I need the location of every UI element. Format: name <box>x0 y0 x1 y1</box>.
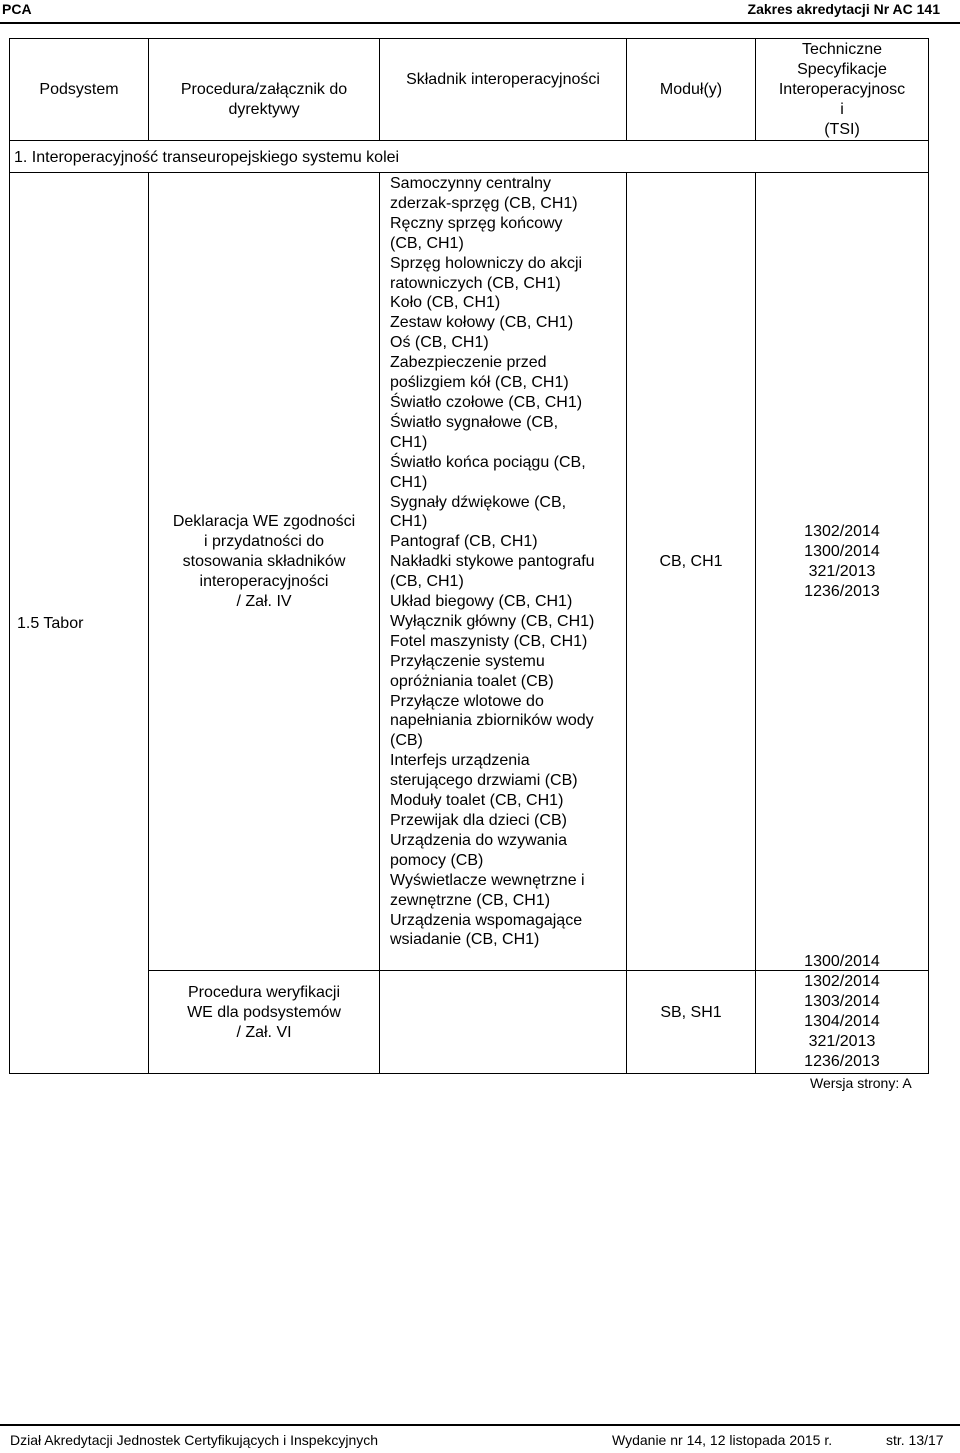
list-item: Układ biegowy (CB, CH1) <box>390 593 573 611</box>
list-item: Moduły toalet (CB, CH1) <box>390 792 564 810</box>
list-item: Oś (CB, CH1) <box>390 334 489 352</box>
column-header-modules: Moduł(y) <box>659 81 723 98</box>
list-item: Sygnały dźwiękowe (CB, <box>390 493 567 511</box>
list-item: opróżniania toalet (CB) <box>390 672 554 690</box>
header-left: PCA <box>2 1 32 17</box>
tsi-list-declaration: 1302/2014 1300/2014 321/2013 1236/2013 <box>804 523 880 600</box>
list-item: Interfejs urządzenia <box>390 752 530 770</box>
procedure-declaration: Deklaracja WE zgodności i przydatności do stosowania składników interoperacyjności / Zał. IV <box>172 513 356 610</box>
list-item: Przyłącze wlotowe do <box>390 692 544 710</box>
list-item: CH1) <box>390 513 428 531</box>
list-item: CH1) <box>390 433 428 451</box>
list-item: zderzak-sprzęg (CB, CH1) <box>390 194 578 212</box>
list-item: CH1) <box>390 473 428 491</box>
list-item: Zabezpieczenie przed <box>390 354 547 372</box>
list-item: (CB) <box>390 732 423 750</box>
list-item: Światło sygnałowe (CB, <box>390 413 559 431</box>
page-footer <box>0 1424 960 1453</box>
list-item: Urządzenia do wzywania <box>390 831 567 849</box>
list-item: poślizgiem kół (CB, CH1) <box>390 374 569 392</box>
list-item: Samoczynny centralny <box>390 175 551 192</box>
footer-left: Dział Akredytacji Jednostek Certyfikujących i Inspekcyjnych <box>10 1432 379 1448</box>
list-item: Pantograf (CB, CH1) <box>390 533 538 551</box>
list-item: Koło (CB, CH1) <box>390 294 501 312</box>
list-item: Nakładki stykowe pantografu <box>390 553 595 571</box>
page-version: Wersja strony: A <box>810 1075 912 1091</box>
list-item: Wyświetlacze wewnętrzne i <box>390 871 585 889</box>
header-right: Zakres akredytacji Nr AC 141 <box>747 1 940 17</box>
column-header-tsi: Techniczne Specyfikacje Interoperacyjnosc i (TSI) <box>778 41 906 138</box>
list-item: Światło czołowe (CB, CH1) <box>390 393 583 411</box>
list-item: Sprzęg holowniczy do akcji <box>390 254 583 272</box>
section-title: 1. Interoperacyjność transeuropejskiego systemu kolei <box>14 149 400 166</box>
list-item: Wyłącznik główny (CB, CH1) <box>390 612 595 630</box>
column-header-procedure: Procedura/załącznik do dyrektywy <box>180 81 348 118</box>
column-header-subsystem: Podsystem <box>39 81 119 98</box>
list-item: sterującego drzwiami (CB) <box>390 772 578 790</box>
list-item: (CB, CH1) <box>390 234 464 252</box>
column-header-component: Składnik interoperacyjności <box>406 71 600 88</box>
footer-right: str. 13/17 <box>886 1432 944 1448</box>
list-item: zewnętrzne (CB, CH1) <box>390 891 551 909</box>
list-item: Urządzenia wspomagające <box>390 911 583 929</box>
module-declaration: CB, CH1 <box>659 553 723 570</box>
module-verification: SB, SH1 <box>660 1004 722 1021</box>
subsystem-label: 1.5 Tabor <box>17 615 84 632</box>
footer-middle: Wydanie nr 14, 12 listopada 2015 r. <box>612 1432 833 1448</box>
list-item: Światło końca pociągu (CB, <box>390 453 586 471</box>
tsi-list-verification: 1300/2014 1302/2014 1303/2014 1304/2014 321/2013 1236/2013 <box>804 953 880 1070</box>
list-item: Zestaw kołowy (CB, CH1) <box>390 314 574 332</box>
procedure-verification: Procedura weryfikacji WE dla podsystemów / Zał. VI <box>187 984 341 1041</box>
list-item: Fotel maszynisty (CB, CH1) <box>390 632 588 650</box>
list-item: pomocy (CB) <box>390 851 484 869</box>
components-list <box>390 174 630 950</box>
list-item: Przewijak dla dzieci (CB) <box>390 812 567 829</box>
list-item: Ręczny sprzęg końcowy <box>390 214 563 232</box>
list-item: napełniania zbiorników wody <box>390 712 594 730</box>
list-item: (CB, CH1) <box>390 573 464 591</box>
list-item: wsiadanie (CB, CH1) <box>390 931 540 949</box>
list-item: ratowniczych (CB, CH1) <box>390 274 561 292</box>
list-item: Przyłączenie systemu <box>390 652 545 670</box>
